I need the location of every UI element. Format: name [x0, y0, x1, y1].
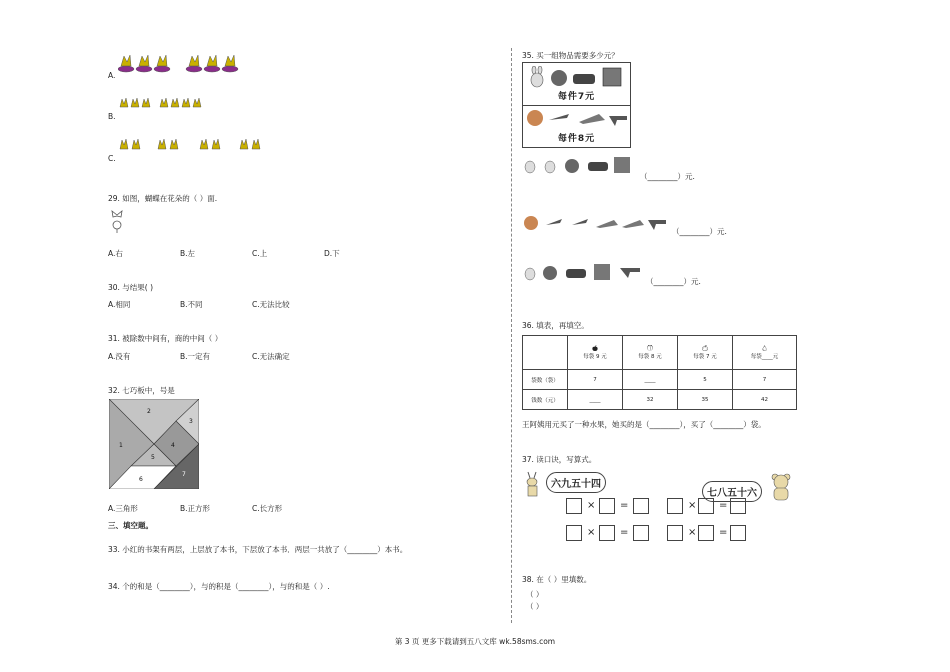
tangram-label-1: 1: [119, 442, 123, 449]
header-1: 每袋 9 元: [583, 353, 607, 360]
item-row-2-icon: [522, 214, 668, 232]
tangram-label-2: 2: [147, 408, 151, 415]
q35-answer-2: （________）元.: [672, 227, 727, 236]
q38-line-2: （ ）: [526, 602, 544, 611]
answer-box[interactable]: [566, 498, 582, 514]
tangram-label-4: 4: [171, 442, 175, 449]
q38-text: 38. 在（ ）里填数。: [522, 575, 592, 584]
price-bottom-label: 每件8元: [557, 134, 596, 144]
q32-option-a: A.三角形: [108, 504, 138, 513]
column-divider: [511, 48, 512, 623]
fruit-col-4: [732, 336, 796, 370]
q31-option-b: B.一定有: [180, 352, 211, 361]
tangram-label-6: 6: [139, 476, 143, 483]
answer-box[interactable]: [730, 525, 746, 541]
tangram-label-5: 5: [151, 454, 155, 461]
q34-text: 34. 个的和是（________），与的积是（________），与的和是（ ）.: [108, 582, 330, 591]
row2-cell: 32: [622, 390, 677, 410]
q38-line-1: （ ）: [526, 590, 544, 599]
sports-set-icon: [525, 108, 629, 128]
q31-option-c: C.无法确定: [252, 352, 290, 361]
q35-text: 35. 买一组物品需要多少元？: [522, 51, 619, 60]
q35-answer-1: （________）元.: [640, 172, 695, 181]
equals-sign: =: [719, 500, 728, 511]
rhyme-cloud-left: 六九五十四: [546, 472, 606, 493]
table-row: [523, 370, 797, 390]
q32-text: 32. 七巧板中，号是: [108, 386, 175, 395]
answer-box[interactable]: [599, 525, 615, 541]
tangram-label-7: 7: [182, 471, 186, 478]
deer-icon: [522, 470, 546, 498]
answer-box[interactable]: [698, 498, 714, 514]
q29-option-c: C.上: [252, 249, 268, 258]
table-row: [523, 390, 797, 410]
q32-option-c: C.长方形: [252, 504, 283, 513]
tangram-figure: [109, 399, 199, 489]
pear-icon: 🍐︎: [760, 345, 768, 352]
q31-option-a: A.没有: [108, 352, 131, 361]
row1-cell: 7: [568, 370, 623, 390]
q28-option-b: B.: [108, 112, 116, 121]
equals-sign: =: [620, 500, 629, 511]
duck-group-c: [118, 136, 268, 154]
times-sign: ×: [587, 527, 596, 538]
row2-cell: ____: [568, 390, 623, 410]
price-top-label: 每件7元: [557, 92, 596, 102]
equals-sign: =: [620, 527, 629, 538]
apple-icon: 🍎︎: [591, 345, 599, 352]
tangram-label-3: 3: [189, 418, 193, 425]
q28-option-c: C.: [108, 154, 116, 163]
times-sign: ×: [587, 500, 596, 511]
q30-text: 30. 与结果( ): [108, 283, 154, 292]
orange-icon: 🍊︎: [701, 345, 709, 352]
q30-option-b: B.不同: [180, 300, 203, 309]
q36-fill-text: 王阿姨用元买了一种水果，她买的是（________），买了（________）袋。: [522, 420, 766, 429]
rhyme-cloud-right: 七八五十六: [702, 481, 762, 502]
answer-box[interactable]: [698, 525, 714, 541]
q30-option-c: C.无法比较: [252, 300, 290, 309]
row1-cell: 7: [732, 370, 796, 390]
fruit-table: [522, 335, 797, 410]
times-sign: ×: [688, 500, 697, 511]
row2-cell: 42: [732, 390, 796, 410]
q36-text: 36. 填表，再填空。: [522, 321, 589, 330]
row1-cell: ____: [622, 370, 677, 390]
q28-option-a: A.: [108, 71, 116, 80]
q30-option-a: A.相同: [108, 300, 131, 309]
table-corner: [523, 336, 568, 370]
answer-box[interactable]: [599, 498, 615, 514]
row1-cell: 5: [677, 370, 732, 390]
item-row-1-icon: [522, 155, 634, 175]
q35-answer-3: （________）元.: [646, 277, 701, 286]
answer-box[interactable]: [633, 525, 649, 541]
q33-text: 33. 小红的书架有两层，上层放了本书，下层放了本书．两层一共放了（________）本书。: [108, 545, 408, 554]
price-box: [522, 62, 631, 148]
item-row-3-icon: [522, 262, 642, 282]
q29-option-a: A.右: [108, 249, 123, 258]
header-4: 每袋____元: [750, 353, 779, 360]
answer-box[interactable]: [667, 525, 683, 541]
row2-cell: 35: [677, 390, 732, 410]
header-3: 每袋 7 元: [693, 353, 717, 360]
fruit-col-1: [568, 336, 623, 370]
q29-option-b: B.左: [180, 249, 196, 258]
answer-box[interactable]: [566, 525, 582, 541]
row2-label: 钱数（元）: [523, 390, 568, 410]
equals-sign: =: [719, 527, 728, 538]
q37-text: 37. 读口诀，写算式。: [522, 455, 597, 464]
peach-icon: 🍑︎: [646, 345, 654, 352]
page-footer: 第 3 页 更多下载请到五八文库 wk.58sms.com: [394, 637, 556, 646]
q31-text: 31. 被除数中间有，商的中间（ ）: [108, 334, 223, 343]
fruit-col-2: [622, 336, 677, 370]
duck-group-b: [118, 95, 208, 111]
row1-label: 袋数（袋）: [523, 370, 568, 390]
answer-box[interactable]: [730, 498, 746, 514]
times-sign: ×: [688, 527, 697, 538]
header-2: 每袋 8 元: [638, 353, 662, 360]
q29-text: 29. 如图，蝴蝶在花朵的（ ）面.: [108, 194, 218, 203]
answer-box[interactable]: [633, 498, 649, 514]
answer-box[interactable]: [667, 498, 683, 514]
bear-icon: [768, 472, 794, 502]
toy-set-icon: [527, 66, 627, 88]
duck-group-a: [118, 50, 248, 76]
q29-option-d: D.下: [324, 249, 340, 258]
butterfly-flower-icon: [108, 207, 126, 233]
section-title: 三、填空题。: [108, 521, 153, 530]
fruit-col-3: [677, 336, 732, 370]
q32-option-b: B.正方形: [180, 504, 211, 513]
